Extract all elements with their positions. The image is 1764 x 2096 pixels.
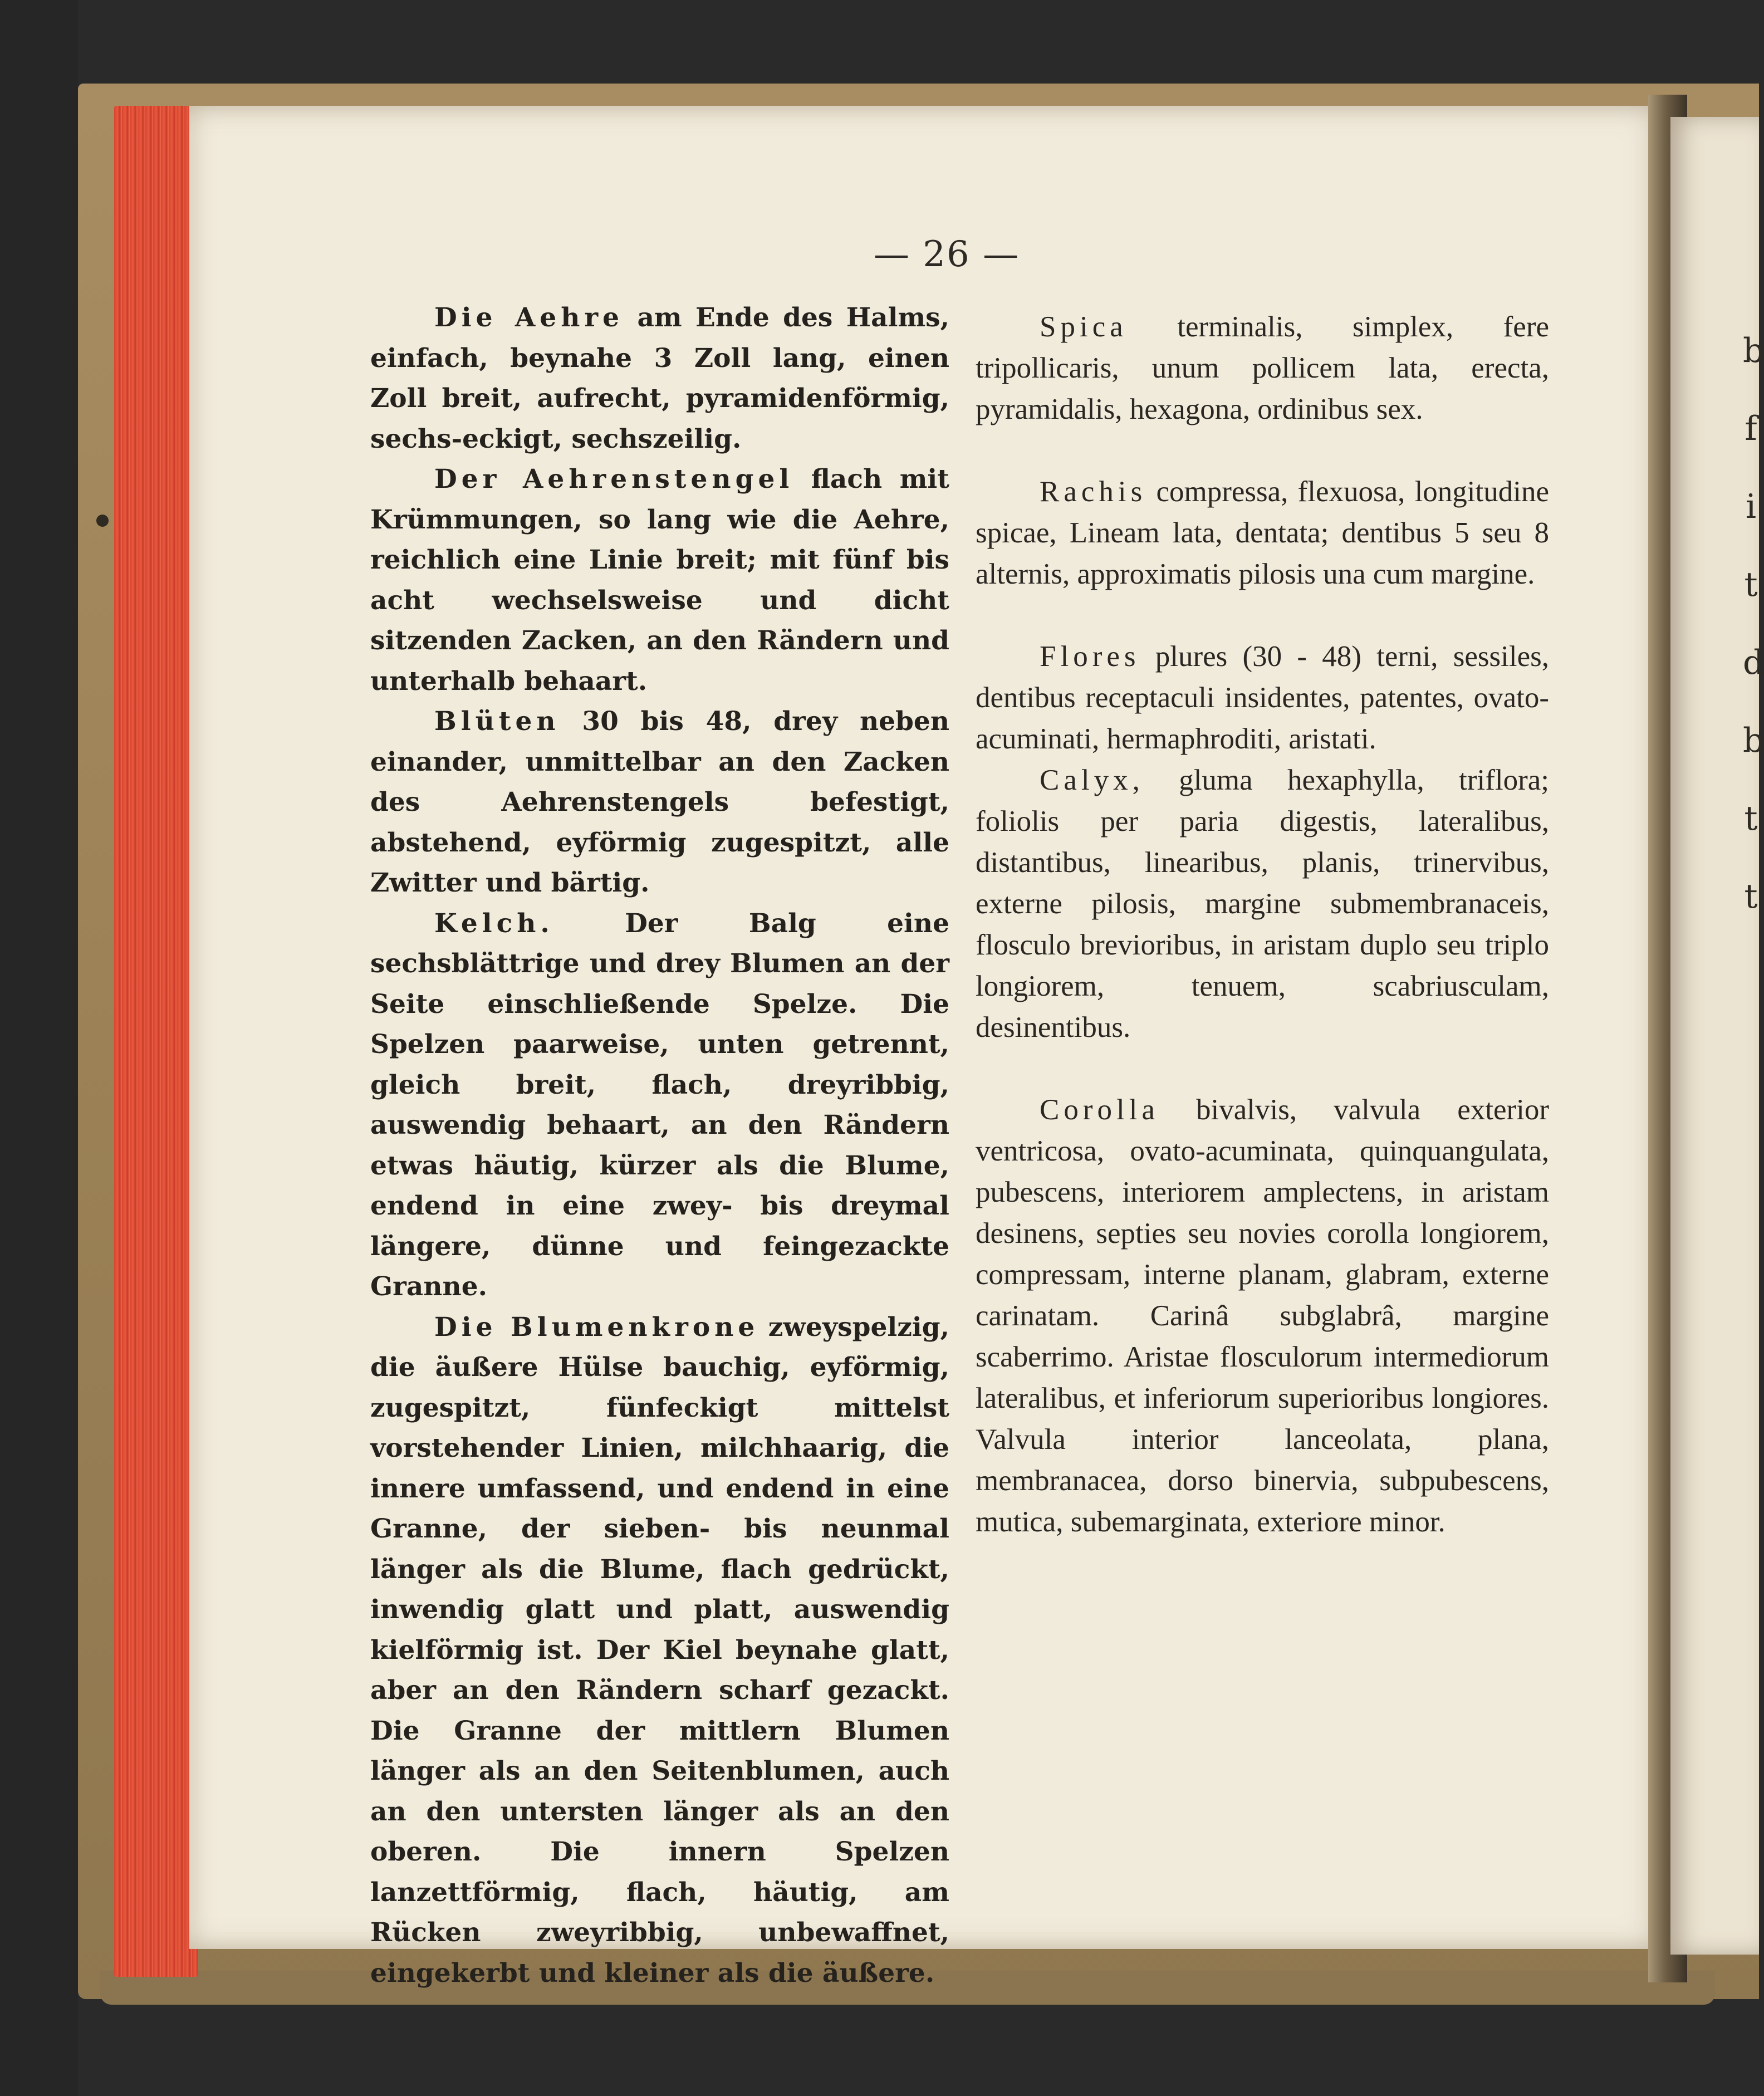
page-number: — 26 — [873, 234, 1020, 275]
german-paragraph-aehre [370, 298, 949, 459]
facing-letter: t [1744, 799, 1758, 838]
facing-letter: b [1743, 331, 1764, 370]
paragraph-lead: Die Blumenkrone [434, 1311, 759, 1343]
paragraph-gap [976, 595, 1549, 636]
paragraph-text: bivalvis, valvula exterior ventricosa, ovato-acuminata, quinquangulata, pubescens, interiorem amplectens, in aristam desinens, septies seu novies corolla longiorem, compressam, interne planam, glabram, externe carinatam. Carinâ subglabrâ, margine scaberrimo. Aristae flosculorum intermediorum lateralibus, et inferiorum superioribus longiores. Valvula interior lanceolata, plana, membranacea, dorso binervia, subpubescens, mutica, subemarginata, exteriore minor. [976, 1094, 1549, 1538]
paragraph-text: Der Balg eine sechsblättrige und drey Blumen an der Seite einschließende Spelze. Die Spelzen paarweise, unten getrennt, gleich breit, flach, dreyribbig, auswendig behaart, an den Rändern etwas häutig, kürzer als die Blume, endend in eine zwey- bis dreymal längere, dünne und feingezackte Granne. [370, 908, 949, 1302]
paragraph-text: am Ende des Halms, einfach, beynahe 3 Zoll lang, einen Zoll breit, aufrecht, pyramidenförmig, sechs-eckigt, sechszeilig. [370, 302, 949, 454]
paragraph-text: 30 bis 48, drey neben einander, unmittelbar an den Zacken des Aehrenstengels befestigt, abstehend, eyförmig zugespitzt, alle Zwitter und bärtig. [370, 706, 949, 898]
german-paragraph-kelch [370, 904, 949, 1307]
german-column [370, 298, 949, 1994]
paragraph-text: terminalis, simplex, fere tripollicaris, unum pollicem lata, erecta, pyramidalis, hexagona, ordinibus sex. [976, 311, 1549, 425]
paragraph-lead: Corolla [1040, 1094, 1159, 1126]
paragraph-lead: Der Aehrenstengel [434, 464, 794, 494]
latin-paragraph-corolla [976, 1089, 1549, 1542]
facing-letter: f [1745, 409, 1757, 448]
paragraph-lead: Calyx, [1040, 764, 1144, 796]
german-paragraph-blueten [370, 702, 949, 904]
latin-paragraph-rachis [976, 471, 1549, 595]
facing-page-letters [1743, 312, 1764, 936]
facing-letter: i [1745, 487, 1757, 526]
paragraph-lead: Kelch. [434, 908, 554, 939]
paragraph-text: plures (30 - 48) terni, sessiles, dentibus receptaculi insidentes, patentes, ovato-acuminati, hermaphroditi, aristati. [976, 640, 1549, 755]
paragraph-lead: Flores [1040, 640, 1140, 673]
latin-paragraph-calyx [976, 760, 1549, 1048]
background [0, 0, 78, 2096]
paragraph-lead: Spica [1040, 311, 1128, 343]
paragraph-gap [976, 430, 1549, 471]
paragraph-text: flach mit Krümmungen, so lang wie die Aehre, reichlich eine Linie breit; mit fünf bis acht wechselsweise und dicht sitzenden Zacken, an den Rändern und unterhalb behaart. [370, 464, 949, 697]
latin-paragraph-spica [976, 306, 1549, 430]
paragraph-text: compressa, flexuosa, longitudine spicae, Lineam lata, dentata; dentibus 5 seu 8 alternis, approximatis pilosis una cum margine. [976, 476, 1550, 590]
binding-hole [96, 515, 109, 527]
latin-paragraph-flores [976, 636, 1549, 760]
paragraph-text: zweyspelzig, die äußere Hülse bauchig, eyförmig, zugespitzt, fünfeckigt mittelst vorstehender Linien, milchhaarig, die innere umfassend, und endend in eine Granne, der sieben- bis neunmal länger als die Blume, flach gedrückt, inwendig glatt und platt, auswendig kielförmig ist. Der Kiel beynahe glatt, aber an den Rändern scharf gezackt. Die Granne der mittlern Blumen länger als an den Seitenblumen, auch an den untersten länger als an den oberen. Die innern Spelzen lanzettförmig, flach, häutig, am Rücken zweyribbig, unbewaffnet, eingekerbt und kleiner als die äußere. [370, 1311, 949, 1989]
latin-column [976, 306, 1549, 1542]
german-paragraph-blumenkrone [370, 1307, 949, 1994]
facing-letter: d [1743, 643, 1764, 682]
paragraph-lead: Blüten [434, 706, 560, 737]
paragraph-lead: Die Aehre [434, 302, 624, 333]
facing-letter: t [1744, 565, 1758, 604]
paragraph-gap [976, 1048, 1549, 1089]
facing-letter: t [1744, 877, 1758, 916]
red-page-edges [114, 106, 198, 1977]
german-paragraph-aehrenstengel [370, 459, 949, 702]
facing-letter: b [1743, 721, 1764, 760]
paragraph-lead: Rachis [1040, 476, 1147, 508]
paragraph-text: gluma hexaphylla, triflora; foliolis per paria digestis, lateralibus, distantibus, linearibus, planis, trinervibus, externe pilosis, margine submembranaceis, flosculo brevioribus, in aristam duplo seu triplo longiorem, tenuem, scabriusculam, desinentibus. [976, 764, 1549, 1044]
